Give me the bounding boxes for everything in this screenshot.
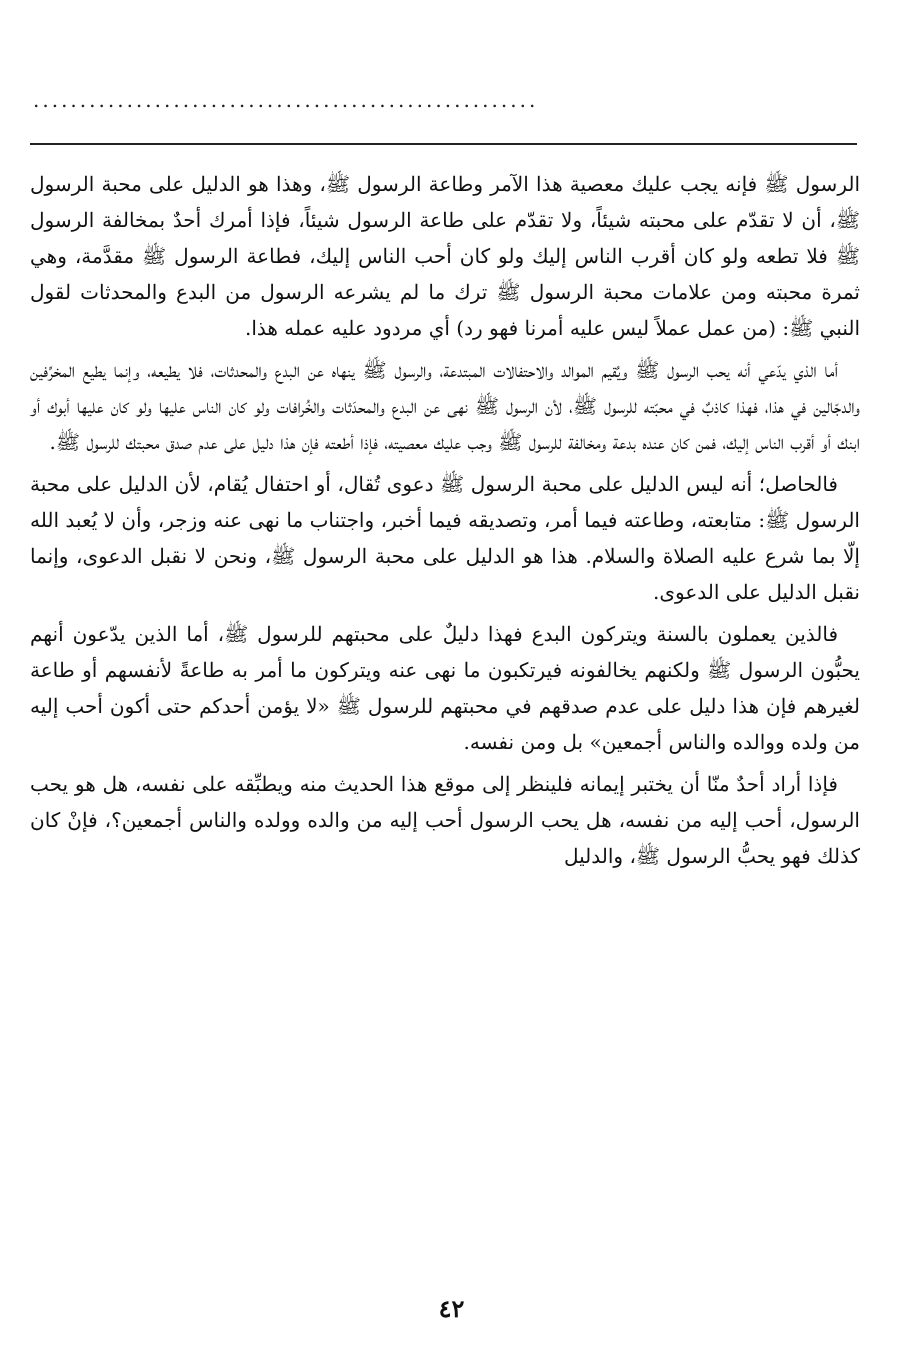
header-dotted-line: ...................................................... [33,88,539,112]
body-text [30,166,860,880]
paragraph-3: فالحاصل؛ أنه ليس الدليل على محبة الرسول ﷺ دعوى تُقال، أو احتفال يُقام، لأن الدليل على محبة الرسول ﷺ: متابعته، وطاعته فيما أمر، وتصديقه فيما أخبر، واجتناب ما نهى عنه وزجر، وأن لا يُعبد الله إلّا بما شرع عليه الصلاة والسلام. هذا هو الدليل على محبة الرسول ﷺ، ونحن لا نقبل الدعوى، وإنما نقبل الدليل على الدعوى. [30,472,860,604]
paragraph-1: الرسول ﷺ فإنه يجب عليك معصية هذا الآمر وطاعة الرسول ﷺ، وهذا هو الدليل على محبة الرسول ﷺ، أن لا تقدّم على محبته شيئاً، ولا تقدّم على طاعة الرسول شيئاً، فإذا أمرك أحدٌ بمخالفة الرسول ﷺ فلا تطعه ولو كان أقرب الناس إليك ولو كان أحب الناس إليك، فطاعة الرسول ﷺ مقدَّمة، وهي ثمرة محبته ومن علامات محبة الرسول ﷺ ترك ما لم يشرعه الرسول من البدع والمحدثات لقول النبي ﷺ: (من عمل عملاً ليس عليه أمرنا فهو رد) أي مردود عليه عمله هذا. [30,172,860,340]
page-number: ٤٢ [438,1294,465,1323]
header-rule [30,143,857,145]
paragraph-4: فالذين يعملون بالسنة ويتركون البدع فهذا دليلٌ على محبتهم للرسول ﷺ، أما الذين يدّعون أنهم يحبُّون الرسول ﷺ ولكنهم يخالفونه فيرتكبون ما نهى عنه ويتركون ما أمر به طاعةً لأنفسهم أو طاعة لغيرهم فإن هذا دليل على عدم صدقهم في محبتهم للرسول ﷺ «لا يؤمن أحدكم حتى أكون أحب إليه من ولده ووالده والناس أجمعين» بل ومن نفسه. [30,622,860,754]
paragraph-5: فإذا أراد أحدٌ منّا أن يختبر إيمانه فلينظر إلى موقع هذا الحديث منه ويطبِّقه على نفسه، هل هو يحب الرسول، أحب إليه من نفسه، هل يحب الرسول أحب إليه من والده وولده والناس أجمعين؟، فإنْ كان كذلك فهو يحبُّ الرسول ﷺ، والدليل [30,772,860,868]
paragraph-2: أما الذي يدّعي أنه يحب الرسول ﷺ ويُقيم الموالد والاحتفالات المبتدعة، والرسول ﷺ ينهاه عن البدع والمحدثات، فلا يطيعه، وإنما يطيع المخرِّفين والدجّالين في هذا، فهذا كاذبٌ في محبّته للرسول ﷺ، لأن الرسول ﷺ نهى عن البدع والمحدَثات والخُرافات ولو كان الناس عليها ولو كان عليها أبوك أو ابنك أو أقرب الناس إليك، فمن كان عنده بدعة ومخالفة للرسول ﷺ وجب عليك معصيته، فإذا أطعته فإن هذا دليل على عدم صدق محبتك للرسول ﷺ. [30,358,860,454]
